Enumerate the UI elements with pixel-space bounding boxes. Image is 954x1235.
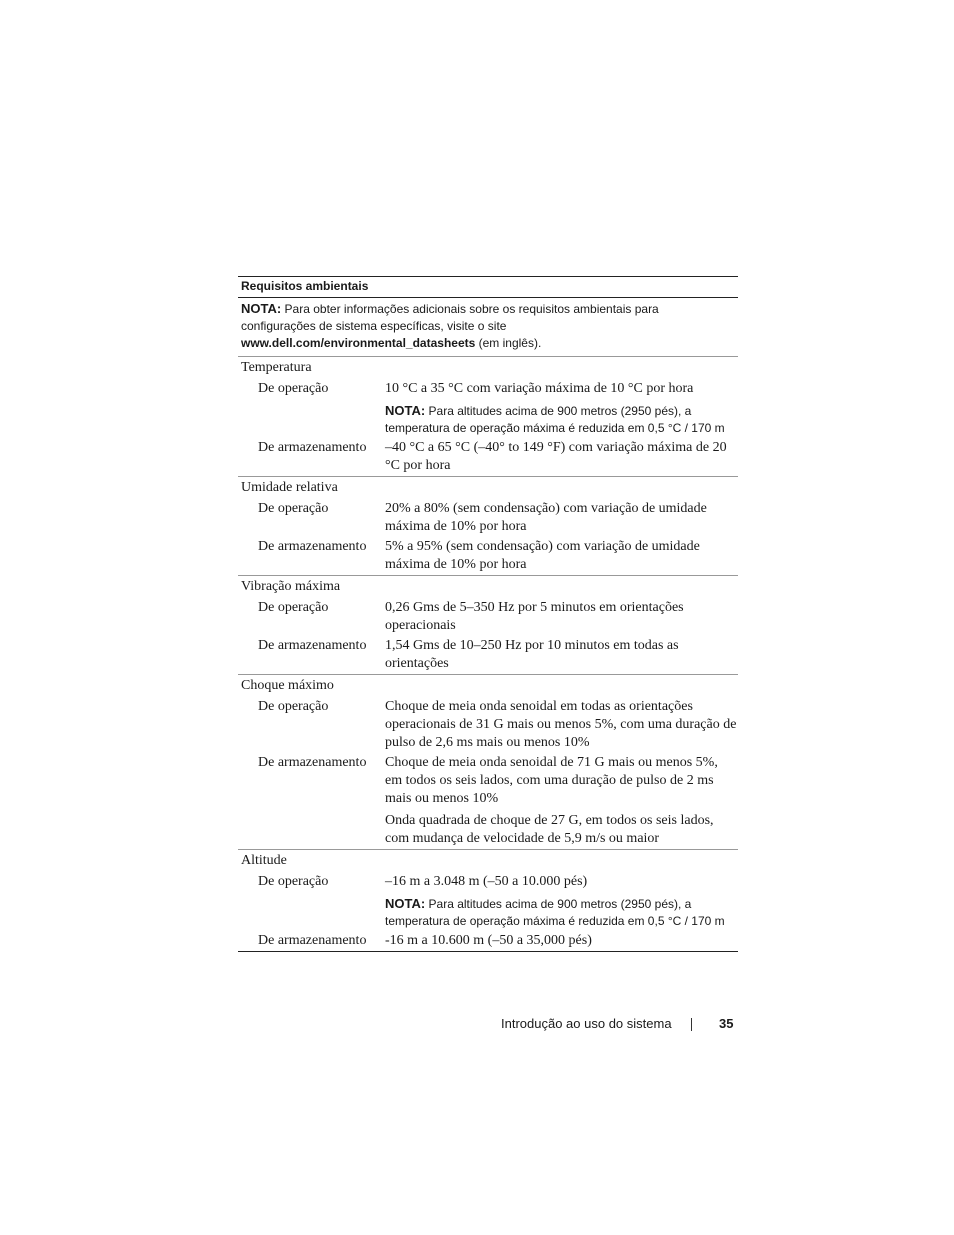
row-label: De operação: [258, 600, 329, 615]
row-value: [385, 439, 737, 475]
row-value-text: 0,26 Gms de 5–350 Hz por 5 minutos em orientações operacionais: [385, 600, 684, 633]
table-row: [238, 698, 738, 752]
row-value: [385, 538, 737, 574]
row-value-text: Choque de meia onda senoidal de 71 G mais ou menos 5%, em todos os seis lados, com uma duração de pulso de 2 ms mais ou menos 10%: [385, 755, 718, 806]
row-value: [385, 754, 737, 848]
row-label: De operação: [258, 699, 329, 714]
row-value: [385, 873, 737, 930]
row-label: De operação: [258, 874, 329, 889]
row-value: [385, 599, 737, 635]
section-heading: Umidade relativa: [241, 480, 338, 495]
row-value-text: Choque de meia onda senoidal em todas as orientações operacionais de 31 G mais ou menos 5%, com uma duração de pulso de 2,6 ms mais ou menos 10%: [385, 699, 737, 750]
note-label: NOTA:: [385, 403, 426, 418]
table-row: [238, 873, 738, 930]
row-value-text: 10 °C a 35 °C com variação máxima de 10 °C por hora: [385, 381, 694, 396]
table-body: [238, 357, 738, 952]
table-section: [238, 477, 738, 576]
row-label: De armazenamento: [258, 638, 367, 653]
section-heading: Vibração máxima: [241, 579, 341, 594]
page-number: 35: [719, 1016, 734, 1031]
table-row: [238, 637, 738, 673]
note-label: NOTA:: [241, 301, 282, 316]
row-value-text: 20% a 80% (sem condensação) com variação de umidade máxima de 10% por hora: [385, 501, 707, 534]
row-note: [385, 895, 737, 930]
datasheet-link[interactable]: www.dell.com/environmental_datasheets: [241, 336, 476, 350]
footer-separator: [691, 1018, 692, 1031]
row-label: De operação: [258, 381, 329, 396]
row-label: De operação: [258, 501, 329, 516]
table-row: [238, 439, 738, 475]
table-row: [238, 932, 738, 950]
table-section: [238, 675, 738, 850]
row-label: De armazenamento: [258, 755, 367, 770]
note-text: Para obter informações adicionais sobre os requisitos ambientais para configurações de sistema específicas, visite o site: [241, 302, 659, 333]
row-value-text: –16 m a 3.048 m (–50 a 10.000 pés): [385, 874, 588, 889]
table-note: [238, 298, 738, 357]
table-row: [238, 500, 738, 536]
row-label: De armazenamento: [258, 440, 367, 455]
row-value-text: Onda quadrada de choque de 27 G, em todos os seis lados, com mudança de velocidade de 5,9 m/s ou maior: [385, 813, 714, 846]
section-heading: Choque máximo: [241, 678, 334, 693]
row-label: De armazenamento: [258, 933, 367, 948]
row-value: [385, 500, 737, 536]
note-label: NOTA:: [385, 896, 426, 911]
note-text: Para altitudes acima de 900 metros (2950 pés), a temperatura de operação máxima é reduzida em 0,5 °C / 170 m: [385, 404, 725, 435]
row-value-text: 1,54 Gms de 10–250 Hz por 10 minutos em todas as orientações: [385, 638, 679, 671]
table-title: Requisitos ambientais: [238, 276, 738, 298]
row-value-text: 5% a 95% (sem condensação) com variação de umidade máxima de 10% por hora: [385, 539, 700, 572]
row-value: [385, 698, 737, 752]
row-value-text: –40 °C a 65 °C (–40° to 149 °F) com variação máxima de 20 °C por hora: [385, 440, 727, 473]
row-value: [385, 637, 737, 673]
table-row: [238, 599, 738, 635]
row-value-text: -16 m a 10.600 m (–50 a 35,000 pés): [385, 933, 592, 948]
table-section: [238, 357, 738, 477]
table-row: [238, 538, 738, 574]
section-heading: Temperatura: [241, 360, 312, 375]
row-note: [385, 402, 737, 437]
table-row: [238, 380, 738, 437]
footer-title: Introdução ao uso do sistema: [501, 1016, 672, 1031]
section-heading: Altitude: [241, 853, 287, 868]
table-section: [238, 850, 738, 952]
row-label: De armazenamento: [258, 539, 367, 554]
note-text-suffix: (em inglês).: [475, 336, 542, 350]
row-value: [385, 380, 737, 437]
table-section: [238, 576, 738, 675]
table-row: [238, 754, 738, 848]
environmental-requirements-table: [238, 276, 738, 952]
note-text: Para altitudes acima de 900 metros (2950 pés), a temperatura de operação máxima é reduzida em 0,5 °C / 170 m: [385, 897, 725, 928]
row-value: [385, 932, 737, 950]
